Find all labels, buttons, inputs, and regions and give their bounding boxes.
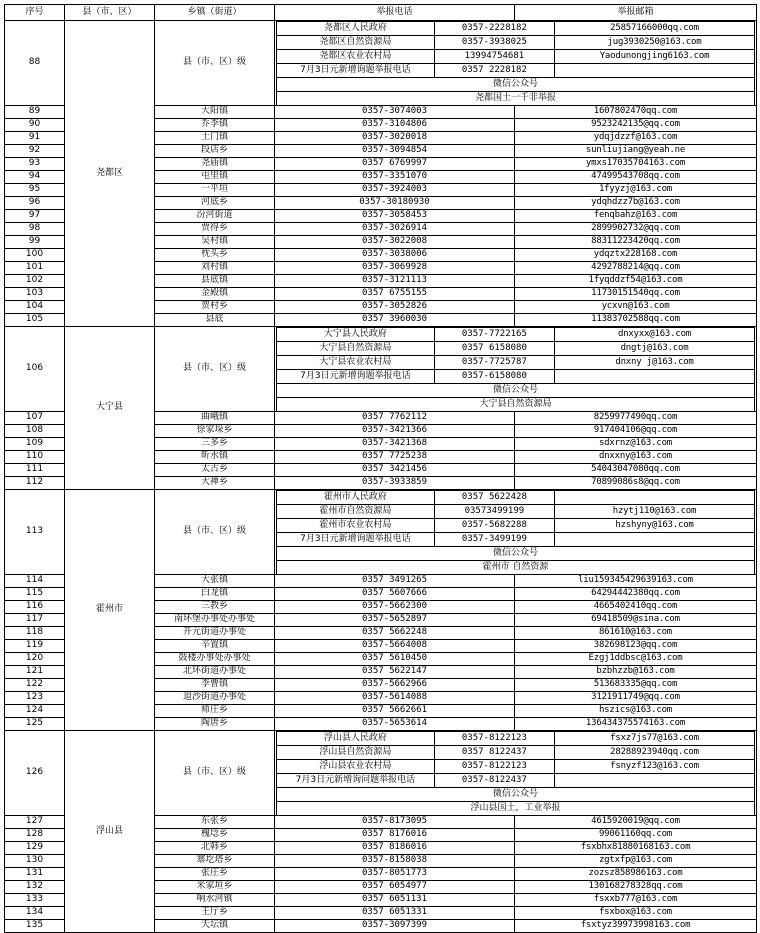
level-phone: 0357 5622428 bbox=[434, 491, 554, 505]
cell-phone: 0357-3104806 bbox=[275, 119, 515, 132]
cell-town: 陶唐乡 bbox=[155, 718, 275, 731]
cell-phone: 0357 5610450 bbox=[275, 653, 515, 666]
level-contact-row bbox=[277, 356, 755, 370]
cell-seq: 101 bbox=[5, 262, 65, 275]
header-county: 县（市、区） bbox=[65, 5, 155, 21]
cell-mail: hszics@163.com bbox=[515, 705, 757, 718]
level-phone: 0357-5682288 bbox=[434, 519, 554, 533]
cell-town: 李曹镇 bbox=[155, 679, 275, 692]
level-contact-row bbox=[277, 78, 755, 92]
cell-town: 县底镇 bbox=[155, 275, 275, 288]
level-phone: 13994754681 bbox=[434, 50, 554, 64]
cell-town: 刘村镇 bbox=[155, 262, 275, 275]
level-org-label: 7月3日元新增询题举报电话 bbox=[277, 533, 435, 547]
level-phone: 0357 8122437 bbox=[434, 746, 554, 760]
cell-town: 天坛镇 bbox=[155, 920, 275, 933]
cell-seq: 118 bbox=[5, 627, 65, 640]
cell-seq: 121 bbox=[5, 666, 65, 679]
cell-town: 枕头乡 bbox=[155, 249, 275, 262]
cell-phone: 0357 7762112 bbox=[275, 412, 515, 425]
cell-town: 吴村镇 bbox=[155, 236, 275, 249]
cell-seq: 125 bbox=[5, 718, 65, 731]
table-header bbox=[5, 5, 757, 21]
cell-seq: 132 bbox=[5, 881, 65, 894]
cell-phone: 0357-3052826 bbox=[275, 301, 515, 314]
cell-town: 乔李镇 bbox=[155, 119, 275, 132]
cell-phone: 0357-3933859 bbox=[275, 477, 515, 490]
cell-mail: ydqhdzz7b@163.com bbox=[515, 197, 757, 210]
cell-phone: 0357 6755155 bbox=[275, 288, 515, 301]
cell-phone: 0357-3924003 bbox=[275, 184, 515, 197]
level-org-label: 尧都区人民政府 bbox=[277, 22, 435, 36]
cell-mail: 1fyyzj@163.com bbox=[515, 184, 757, 197]
cell-phone: 0357-8173095 bbox=[275, 816, 515, 829]
cell-town: 鼓楼办事处办事处 bbox=[155, 653, 275, 666]
cell-seq: 127 bbox=[5, 816, 65, 829]
cell-phone: 0357-3058453 bbox=[275, 210, 515, 223]
cell-phone: 0357-8051773 bbox=[275, 868, 515, 881]
level-contact-row bbox=[277, 370, 755, 384]
cell-seq: 106 bbox=[5, 327, 65, 412]
cell-mail: 382698123@qq.com bbox=[515, 640, 757, 653]
cell-town: 三多乡 bbox=[155, 438, 275, 451]
level-contact-row bbox=[277, 92, 755, 106]
level-note: 微信公众号 bbox=[277, 384, 755, 398]
cell-mail: 11383702588qq.com bbox=[515, 314, 757, 327]
cell-seq: 126 bbox=[5, 731, 65, 816]
cell-seq: 123 bbox=[5, 692, 65, 705]
level-contact-row bbox=[277, 760, 755, 774]
level-mail bbox=[555, 64, 755, 78]
level-phone: 0357 2228182 bbox=[434, 64, 554, 78]
cell-phone: 0357 5622147 bbox=[275, 666, 515, 679]
cell-town: 昕水镇 bbox=[155, 451, 275, 464]
level-mail bbox=[555, 370, 755, 384]
cell-seq: 134 bbox=[5, 907, 65, 920]
level-phone: 0357-8122437 bbox=[434, 774, 554, 788]
cell-seq: 90 bbox=[5, 119, 65, 132]
cell-mail: 99061160qq.com bbox=[515, 829, 757, 842]
level-mail: hzshyny@163.com bbox=[555, 519, 755, 533]
cell-town: 县（市、区）级 bbox=[155, 327, 275, 412]
level-org-label: 尧都区农业农村局 bbox=[277, 50, 435, 64]
cell-town: 屯里镇 bbox=[155, 171, 275, 184]
level-note: 大宁县自然资源局 bbox=[277, 398, 755, 412]
cell-town: 张庄乡 bbox=[155, 868, 275, 881]
level-org-label: 浮山县农业农村局 bbox=[277, 760, 435, 774]
header-seq: 序号 bbox=[5, 5, 65, 21]
cell-phone: 0357-3020018 bbox=[275, 132, 515, 145]
cell-seq: 119 bbox=[5, 640, 65, 653]
cell-town: 南环堡办事处办事处 bbox=[155, 614, 275, 627]
cell-mail: fsxbox@163.com bbox=[515, 907, 757, 920]
cell-town: 段店乡 bbox=[155, 145, 275, 158]
cell-town: 槐埝乡 bbox=[155, 829, 275, 842]
cell-town: 尧庙镇 bbox=[155, 158, 275, 171]
cell-phone: 0357-3022008 bbox=[275, 236, 515, 249]
level-mail: 28288923940qq.com bbox=[555, 746, 755, 760]
cell-seq: 108 bbox=[5, 425, 65, 438]
cell-phone: 0357 6051131 bbox=[275, 894, 515, 907]
cell-phone: 0357 3421456 bbox=[275, 464, 515, 477]
cell-seq: 94 bbox=[5, 171, 65, 184]
level-contact-row bbox=[277, 36, 755, 50]
cell-phone: 0357 6051331 bbox=[275, 907, 515, 920]
cell-town: 东张乡 bbox=[155, 816, 275, 829]
cell-mail: fenqbahz@163.com bbox=[515, 210, 757, 223]
level-phone: 0357-8122123 bbox=[434, 732, 554, 746]
level-mail bbox=[555, 774, 755, 788]
cell-seq: 97 bbox=[5, 210, 65, 223]
cell-phone: 0357-30180930 bbox=[275, 197, 515, 210]
cell-seq: 88 bbox=[5, 21, 65, 106]
cell-mail: 3121911749@qq.com bbox=[515, 692, 757, 705]
cell-phone: 0357-3421366 bbox=[275, 425, 515, 438]
level-contact-row bbox=[277, 398, 755, 412]
level-phone: 0357-2228182 bbox=[434, 22, 554, 36]
cell-seq: 99 bbox=[5, 236, 65, 249]
cell-seq: 120 bbox=[5, 653, 65, 666]
cell-town: 寨圪塔乡 bbox=[155, 855, 275, 868]
level-org-label: 7月3日元新增询题举报电话 bbox=[277, 64, 435, 78]
level-contact-row bbox=[277, 547, 755, 561]
cell-county: 大宁县 bbox=[65, 327, 155, 490]
level-contact-row bbox=[277, 561, 755, 575]
cell-seq: 122 bbox=[5, 679, 65, 692]
level-contact-row bbox=[277, 533, 755, 547]
cell-mail: 513683335@qq.com bbox=[515, 679, 757, 692]
cell-seq: 116 bbox=[5, 601, 65, 614]
cell-seq: 115 bbox=[5, 588, 65, 601]
cell-phone: 0357-3097399 bbox=[275, 920, 515, 933]
cell-mail: 2899902732@qq.com bbox=[515, 223, 757, 236]
cell-town: 河底乡 bbox=[155, 197, 275, 210]
cell-phone: 0357 7725238 bbox=[275, 451, 515, 464]
cell-mail: 4292788214@qq.com bbox=[515, 262, 757, 275]
cell-town: 徐家垛乡 bbox=[155, 425, 275, 438]
cell-seq: 89 bbox=[5, 106, 65, 119]
cell-seq: 92 bbox=[5, 145, 65, 158]
cell-phone: 0357-5664008 bbox=[275, 640, 515, 653]
level-note: 霍州市 自然资源 bbox=[277, 561, 755, 575]
cell-phone: 0357 3960030 bbox=[275, 314, 515, 327]
cell-phone: 0357 5607666 bbox=[275, 588, 515, 601]
cell-mail: 47499543708qq.com bbox=[515, 171, 757, 184]
level-phone: 0357-3938025 bbox=[434, 36, 554, 50]
level-phone: 0357-6158080 bbox=[434, 370, 554, 384]
cell-phone: 0357-3026914 bbox=[275, 223, 515, 236]
cell-seq: 93 bbox=[5, 158, 65, 171]
level-mail: 25857166000qq.com bbox=[555, 22, 755, 36]
cell-mail: 1607802470qq.com bbox=[515, 106, 757, 119]
level-phone: 0357-3499199 bbox=[434, 533, 554, 547]
cell-mail: fsxbhx81880168163.com bbox=[515, 842, 757, 855]
level-org-label: 7月3日元新增询题举报电话 bbox=[277, 370, 435, 384]
cell-town: 汾河街道 bbox=[155, 210, 275, 223]
cell-town: 大禅乡 bbox=[155, 477, 275, 490]
table-row bbox=[5, 327, 757, 412]
level-contact-row bbox=[277, 64, 755, 78]
level-contact-row bbox=[277, 22, 755, 36]
level-org-label: 霍州市农业农村局 bbox=[277, 519, 435, 533]
cell-seq: 98 bbox=[5, 223, 65, 236]
cell-phone: 0357-3421368 bbox=[275, 438, 515, 451]
cell-seq: 133 bbox=[5, 894, 65, 907]
level-org-label: 浮山县自然资源局 bbox=[277, 746, 435, 760]
level-contact-row bbox=[277, 328, 755, 342]
cell-mail: 4615920019@qq.com bbox=[515, 816, 757, 829]
cell-town: 退沙街道办事处 bbox=[155, 692, 275, 705]
cell-phone: 0357-3351070 bbox=[275, 171, 515, 184]
cell-phone: 0357-5652897 bbox=[275, 614, 515, 627]
cell-phone: 0357 6769997 bbox=[275, 158, 515, 171]
cell-phone: 0357-5662300 bbox=[275, 601, 515, 614]
cell-mail: ydqjdzzf@163.com bbox=[515, 132, 757, 145]
cell-mail: ymxs17035704163.com bbox=[515, 158, 757, 171]
cell-mail: 4665402410qq.com bbox=[515, 601, 757, 614]
cell-town: 北韩乡 bbox=[155, 842, 275, 855]
level-contact-row bbox=[277, 774, 755, 788]
cell-mail: sdxrnz@163.com bbox=[515, 438, 757, 451]
cell-seq: 131 bbox=[5, 868, 65, 881]
cell-town: 县（市、区）级 bbox=[155, 21, 275, 106]
level-note: 尧都国土一千非举报 bbox=[277, 92, 755, 106]
cell-town: 辛置镇 bbox=[155, 640, 275, 653]
cell-mail: ydqztx228168.com bbox=[515, 249, 757, 262]
cell-seq: 109 bbox=[5, 438, 65, 451]
cell-seq: 129 bbox=[5, 842, 65, 855]
level-mail: Yaodunongjing6163.com bbox=[555, 50, 755, 64]
cell-seq: 103 bbox=[5, 288, 65, 301]
cell-town: 曲峨镇 bbox=[155, 412, 275, 425]
cell-seq: 110 bbox=[5, 451, 65, 464]
level-org-label: 浮山县人民政府 bbox=[277, 732, 435, 746]
level-contact-row bbox=[277, 519, 755, 533]
cell-phone: 0357-3121113 bbox=[275, 275, 515, 288]
cell-mail: ycxvn@163.com bbox=[515, 301, 757, 314]
level-mail bbox=[555, 533, 755, 547]
level-mail: fsnyzf123@163.com bbox=[555, 760, 755, 774]
cell-mail: 11730151540qq.com bbox=[515, 288, 757, 301]
table-header-row bbox=[5, 5, 757, 21]
cell-mail: liu159345429639163.com bbox=[515, 575, 757, 588]
header-phone: 举报电话 bbox=[275, 5, 515, 21]
level-note: 微信公众号 bbox=[277, 547, 755, 561]
cell-phone: 0357 3491265 bbox=[275, 575, 515, 588]
level-mail: dnxny j@163.com bbox=[555, 356, 755, 370]
cell-phone: 0357-3038006 bbox=[275, 249, 515, 262]
cell-phone: 0357-5653614 bbox=[275, 718, 515, 731]
cell-mail: zgtxfp@163.com bbox=[515, 855, 757, 868]
level-mail: hzytj110@163.com bbox=[555, 505, 755, 519]
cell-seq: 91 bbox=[5, 132, 65, 145]
cell-mail: fsxxb777@163.com bbox=[515, 894, 757, 907]
cell-seq: 130 bbox=[5, 855, 65, 868]
cell-mail: zozsz858986163.com bbox=[515, 868, 757, 881]
level-mail: fsxz7js77@163.com bbox=[555, 732, 755, 746]
cell-phone: 0357 8186016 bbox=[275, 842, 515, 855]
cell-phone: 0357-5662966 bbox=[275, 679, 515, 692]
cell-phone: 0357-3069928 bbox=[275, 262, 515, 275]
cell-seq: 100 bbox=[5, 249, 65, 262]
level-note: 微信公众号 bbox=[277, 78, 755, 92]
level-phone: 0357-7725787 bbox=[434, 356, 554, 370]
table-body bbox=[5, 21, 757, 933]
level-contact-row bbox=[277, 746, 755, 760]
cell-mail: 69418509@sina.com bbox=[515, 614, 757, 627]
level-phone: 03573499199 bbox=[434, 505, 554, 519]
cell-town: 白龙镇 bbox=[155, 588, 275, 601]
cell-mail: 64294442380qq.com bbox=[515, 588, 757, 601]
cell-mail: 917404106@qq.com bbox=[515, 425, 757, 438]
cell-phone: 0357-3094854 bbox=[275, 145, 515, 158]
level-mail: dnxyxx@163.com bbox=[555, 328, 755, 342]
cell-seq: 111 bbox=[5, 464, 65, 477]
level-phone: 0357-8122123 bbox=[434, 760, 554, 774]
level-org-label: 大宁县人民政府 bbox=[277, 328, 435, 342]
level-contact-row bbox=[277, 342, 755, 356]
header-town: 乡镇（街道） bbox=[155, 5, 275, 21]
cell-seq: 96 bbox=[5, 197, 65, 210]
cell-seq: 124 bbox=[5, 705, 65, 718]
cell-town: 金殿镇 bbox=[155, 288, 275, 301]
cell-mail: 70899086s8@qq.com bbox=[515, 477, 757, 490]
cell-mail: 861610@163.com bbox=[515, 627, 757, 640]
cell-seq: 95 bbox=[5, 184, 65, 197]
cell-town: 太古乡 bbox=[155, 464, 275, 477]
cell-phone: 0357 5662248 bbox=[275, 627, 515, 640]
cell-mail: 9523242135@qq.com bbox=[515, 119, 757, 132]
level-phone: 0357 6158080 bbox=[434, 342, 554, 356]
table-row bbox=[5, 490, 757, 575]
level-note: 浮山县国土，工业举报 bbox=[277, 802, 755, 816]
cell-town: 三教乡 bbox=[155, 601, 275, 614]
cell-mail: 130168278328qq.com bbox=[515, 881, 757, 894]
level-contact-row bbox=[277, 788, 755, 802]
cell-mail: 136434375574163.com bbox=[515, 718, 757, 731]
level-org-label: 尧都区自然资源局 bbox=[277, 36, 435, 50]
cell-mail: Ezgj1ddbsc@163.com bbox=[515, 653, 757, 666]
cell-mail: 8259977490qq.com bbox=[515, 412, 757, 425]
cell-mail: fsxtyz39973998163.com bbox=[515, 920, 757, 933]
cell-mail: sunliujiang@yeah.ne bbox=[515, 145, 757, 158]
cell-town: 贺村乡 bbox=[155, 301, 275, 314]
cell-county: 尧都区 bbox=[65, 21, 155, 327]
cell-mail: dnxxny@163.com bbox=[515, 451, 757, 464]
cell-seq: 113 bbox=[5, 490, 65, 575]
level-contact-row bbox=[277, 384, 755, 398]
cell-seq: 102 bbox=[5, 275, 65, 288]
cell-phone: 0357 8176016 bbox=[275, 829, 515, 842]
cell-town: 一平垣 bbox=[155, 184, 275, 197]
level-mail: jug3930250@163.com bbox=[555, 36, 755, 50]
cell-town: 开元街道办事处 bbox=[155, 627, 275, 640]
level-org-label: 大宁县自然资源局 bbox=[277, 342, 435, 356]
cell-town: 贾得乡 bbox=[155, 223, 275, 236]
cell-town: 米家垣乡 bbox=[155, 881, 275, 894]
cell-mail: 54043047080qq.com bbox=[515, 464, 757, 477]
level-mail bbox=[555, 491, 755, 505]
cell-seq: 107 bbox=[5, 412, 65, 425]
cell-town: 县（市、区）级 bbox=[155, 731, 275, 816]
cell-seq: 105 bbox=[5, 314, 65, 327]
cell-town: 响水河镇 bbox=[155, 894, 275, 907]
cell-town: 大阳镇 bbox=[155, 106, 275, 119]
level-contact-block bbox=[275, 731, 757, 816]
cell-seq: 128 bbox=[5, 829, 65, 842]
cell-mail: 1fyqddzf54@163.com bbox=[515, 275, 757, 288]
cell-phone: 0357-3074003 bbox=[275, 106, 515, 119]
cell-town: 土门镇 bbox=[155, 132, 275, 145]
level-contact-row bbox=[277, 491, 755, 505]
cell-seq: 117 bbox=[5, 614, 65, 627]
cell-town: 县（市、区）级 bbox=[155, 490, 275, 575]
cell-phone: 0357-8158038 bbox=[275, 855, 515, 868]
level-org-label: 7月3日元新增询问题举报电话 bbox=[277, 774, 435, 788]
level-contact-block bbox=[275, 21, 757, 106]
cell-county: 浮山县 bbox=[65, 731, 155, 933]
cell-town: 王厅乡 bbox=[155, 907, 275, 920]
level-org-label: 大宁县农业农村局 bbox=[277, 356, 435, 370]
header-mail: 举报邮箱 bbox=[515, 5, 757, 21]
cell-town: 师庄乡 bbox=[155, 705, 275, 718]
level-contact-row bbox=[277, 732, 755, 746]
cell-seq: 112 bbox=[5, 477, 65, 490]
level-phone: 0357-7722165 bbox=[434, 328, 554, 342]
cell-phone: 0357 6054977 bbox=[275, 881, 515, 894]
level-contact-row bbox=[277, 505, 755, 519]
cell-seq: 104 bbox=[5, 301, 65, 314]
table-row bbox=[5, 731, 757, 816]
cell-town: 大张镇 bbox=[155, 575, 275, 588]
cell-county: 霍州市 bbox=[65, 490, 155, 731]
level-org-label: 霍州市人民政府 bbox=[277, 491, 435, 505]
level-org-label: 霍州市自然资源局 bbox=[277, 505, 435, 519]
cell-mail: 88311223420qq.com bbox=[515, 236, 757, 249]
contact-table bbox=[4, 4, 757, 933]
level-contact-block bbox=[275, 490, 757, 575]
level-contact-row bbox=[277, 50, 755, 64]
cell-town: 北环街道办事处 bbox=[155, 666, 275, 679]
level-contact-block bbox=[275, 327, 757, 412]
cell-phone: 0357-5614088 bbox=[275, 692, 515, 705]
table-row bbox=[5, 21, 757, 106]
cell-seq: 135 bbox=[5, 920, 65, 933]
cell-phone: 0357 5662661 bbox=[275, 705, 515, 718]
cell-town: 县底 bbox=[155, 314, 275, 327]
level-note: 微信公众号 bbox=[277, 788, 755, 802]
cell-mail: bzbhzzb@163.com bbox=[515, 666, 757, 679]
cell-seq: 114 bbox=[5, 575, 65, 588]
level-contact-row bbox=[277, 802, 755, 816]
level-mail: dngtj@163.com bbox=[555, 342, 755, 356]
